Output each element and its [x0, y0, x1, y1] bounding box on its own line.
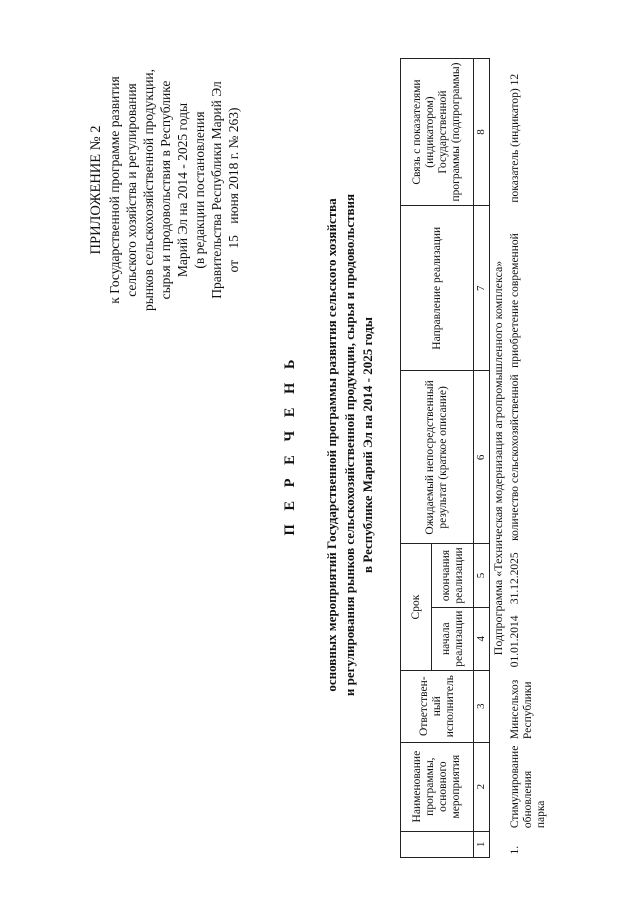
title-sub-line: и регулирования рынков сельскохозяйственной продукции, сырья и продовольствия: [342, 193, 357, 697]
appendix-line: к Государственной программе развития: [107, 76, 122, 304]
column-number: 6: [474, 371, 490, 544]
header-term: Срок: [401, 544, 432, 670]
row-executor: Минсельхоз Республики: [509, 679, 534, 740]
appendix-block: [88, 20, 242, 360]
header-link: Связь с показателями (индикатором) Государственной программы (подпрограммы): [401, 59, 474, 206]
column-number: 5: [474, 544, 490, 607]
header-name: Наименование программы, основного мероприятия: [401, 742, 474, 831]
header-row: [401, 59, 432, 858]
date-day: 15: [226, 235, 241, 249]
appendix-line: сырья и продовольствия в Республике: [158, 80, 173, 300]
header-end: окончания реализации: [432, 544, 474, 607]
appendix-heading: ПРИЛОЖЕНИЕ № 2: [88, 125, 104, 255]
row-direction: приобретение современной: [509, 233, 521, 368]
title-sub-line: в Республике Марий Эл на 2014 - 2025 годы: [360, 317, 375, 573]
header-cell-num: [401, 831, 474, 857]
appendix-line: Правительства Республики Марий Эл: [209, 81, 224, 299]
header-direction: Направление реализации: [401, 206, 474, 371]
appendix-line: сельского хозяйства и регулирования: [124, 83, 139, 297]
document-title: П Е Р Е Ч Е Н Ь: [282, 354, 298, 536]
header-result: Ожидаемый непосредственный результат (краткое описание): [401, 371, 474, 544]
table-row: [507, 59, 550, 858]
appendix-date-line: [225, 20, 242, 360]
date-rest: июня 2018 г. №: [226, 135, 241, 224]
row-start: 01.01.2014: [509, 615, 521, 668]
subprogram-row: [490, 59, 508, 858]
appendix-line: рынков сельскохозяйственной продукции,: [141, 68, 156, 312]
header-start: начала реализации: [432, 607, 474, 670]
row-end: 31.12.2025: [509, 552, 521, 605]
doc-number: 263): [226, 107, 241, 133]
row-name: Стимулирование обновления парка: [509, 745, 547, 829]
appendix-line: Марий Эл на 2014 - 2025 годы: [175, 102, 190, 278]
row-link: показатель (индикатор) 12: [509, 73, 521, 203]
column-number: 7: [474, 206, 490, 371]
header-executor: Ответствен-ный исполнитель: [401, 670, 474, 742]
column-number: 8: [474, 59, 490, 206]
appendix-line: (в редакции постановления: [192, 111, 207, 269]
column-number: 3: [474, 670, 490, 742]
title-block: [282, 45, 377, 845]
row-num: 1.: [509, 845, 521, 855]
column-number: 4: [474, 607, 490, 670]
measures-table: [400, 58, 550, 858]
title-sub-line: основных мероприятий Государственной программы развития сельского хозяйства: [324, 198, 339, 692]
date-prefix: от: [226, 260, 241, 273]
column-number-row: [474, 59, 490, 858]
column-number: 2: [474, 742, 490, 831]
subprogram-title: Подпрограмма «Техническая модернизация агропромышленного комплекса»: [491, 260, 505, 656]
row-result: количество сельскохозяйственной: [509, 374, 521, 541]
column-number: 1: [474, 831, 490, 857]
